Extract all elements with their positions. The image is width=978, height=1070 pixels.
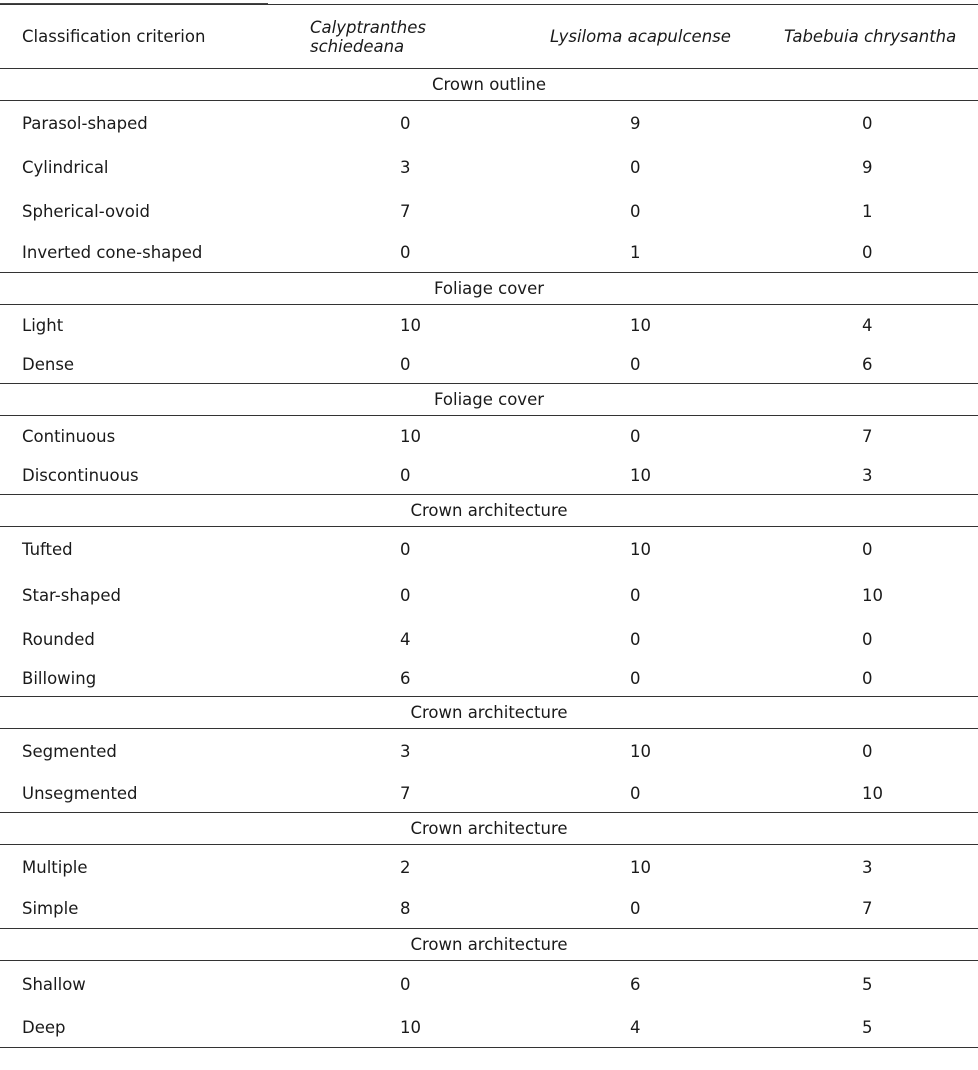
cell-value: 0 bbox=[862, 669, 873, 689]
cell-value: 6 bbox=[630, 974, 641, 994]
table-row bbox=[0, 1008, 978, 1048]
cell-value: 0 bbox=[400, 540, 411, 560]
cell-value: 10 bbox=[630, 465, 651, 485]
section-header bbox=[0, 273, 978, 305]
section-title: Crown architecture bbox=[0, 697, 978, 729]
cell-value: 4 bbox=[518, 1008, 744, 1048]
cell-value: 0 bbox=[862, 630, 873, 649]
row-label: Tufted bbox=[22, 540, 73, 560]
cell-value: 6 bbox=[862, 354, 873, 374]
header-species-1: Calyptranthes schiedeana bbox=[300, 5, 518, 69]
cell-value: 1 bbox=[630, 242, 641, 262]
section-header bbox=[0, 697, 978, 729]
cell-value: 0 bbox=[630, 354, 641, 374]
cell-value: 10 bbox=[630, 540, 651, 560]
cell-value: 0 bbox=[630, 630, 641, 649]
cell-value: 3 bbox=[862, 465, 873, 485]
row-label: Multiple bbox=[22, 857, 88, 877]
table-row bbox=[0, 845, 978, 890]
cell-value: 10 bbox=[630, 742, 651, 762]
table-row bbox=[0, 775, 978, 813]
cell-value: 0 bbox=[400, 242, 411, 262]
cell-value: 3 bbox=[862, 857, 873, 877]
cell-value: 0 bbox=[862, 540, 873, 560]
row-label: Segmented bbox=[22, 742, 117, 762]
table-row bbox=[0, 146, 978, 190]
section-header bbox=[0, 384, 978, 416]
cell-value: 0 bbox=[630, 669, 641, 689]
cell-value: 0 bbox=[400, 465, 411, 485]
cell-value: 7 bbox=[400, 783, 411, 803]
table-row bbox=[0, 233, 978, 273]
row-label: Rounded bbox=[22, 630, 95, 649]
cell-value: 7 bbox=[400, 201, 411, 221]
row-label: Unsegmented bbox=[22, 783, 138, 803]
row-label: Continuous bbox=[22, 426, 116, 446]
row-label: Light bbox=[22, 315, 64, 335]
cell-value: 0 bbox=[630, 585, 641, 605]
row-label: Simple bbox=[22, 899, 79, 919]
cell-value: 1 bbox=[862, 201, 873, 221]
table-row bbox=[0, 662, 978, 697]
row-label: Cylindrical bbox=[22, 158, 109, 177]
cell-value: 0 bbox=[862, 113, 873, 133]
cell-value: 10 bbox=[630, 857, 651, 877]
cell-value: 7 bbox=[862, 899, 873, 919]
section-header bbox=[0, 69, 978, 101]
table-row bbox=[0, 961, 978, 1008]
section-title: Foliage cover bbox=[0, 273, 978, 305]
row-label: Billowing bbox=[22, 669, 97, 689]
cell-value: 0 bbox=[400, 113, 411, 133]
table-row bbox=[0, 346, 978, 384]
cell-value: 0 bbox=[630, 158, 641, 177]
cell-value: 0 bbox=[862, 742, 873, 762]
section-title: Crown architecture bbox=[0, 929, 978, 961]
cell-value: 10 bbox=[630, 315, 651, 335]
row-label: Discontinuous bbox=[22, 465, 139, 485]
row-label: Shallow bbox=[22, 974, 86, 994]
header-species-3: Tabebuia chrysantha bbox=[744, 5, 978, 69]
cell-value: 10 bbox=[400, 426, 421, 446]
table-row bbox=[0, 573, 978, 618]
row-label: Spherical-ovoid bbox=[22, 201, 150, 221]
cell-value: 9 bbox=[630, 113, 641, 133]
table-row bbox=[0, 890, 978, 929]
cell-value: 5 bbox=[744, 1008, 978, 1048]
cell-value: 10 bbox=[862, 585, 883, 605]
table-row bbox=[0, 618, 978, 662]
cell-value: 10 bbox=[862, 783, 883, 803]
cell-value: 10 bbox=[300, 1008, 518, 1048]
cell-value: 4 bbox=[400, 630, 411, 649]
section-title: Crown architecture bbox=[0, 495, 978, 527]
section-header bbox=[0, 929, 978, 961]
cell-value: 0 bbox=[630, 899, 641, 919]
section-title: Crown architecture bbox=[0, 813, 978, 845]
cell-value: 0 bbox=[400, 354, 411, 374]
table-row bbox=[0, 101, 978, 146]
section-header bbox=[0, 813, 978, 845]
header-criterion: Classification criterion bbox=[0, 5, 300, 69]
table-row bbox=[0, 457, 978, 495]
row-label: Dense bbox=[22, 354, 75, 374]
table-row bbox=[0, 416, 978, 457]
cell-value: 0 bbox=[630, 426, 641, 446]
cell-value: 6 bbox=[400, 669, 411, 689]
cell-value: 9 bbox=[862, 158, 873, 177]
section-title: Crown outline bbox=[0, 69, 978, 101]
cell-value: 0 bbox=[630, 783, 641, 803]
row-label: Star-shaped bbox=[22, 585, 121, 605]
section-title: Foliage cover bbox=[0, 384, 978, 416]
cell-value: 10 bbox=[400, 315, 421, 335]
table-row bbox=[0, 190, 978, 233]
cell-value: 8 bbox=[400, 899, 411, 919]
cell-value: 0 bbox=[400, 585, 411, 605]
cell-value: 5 bbox=[862, 974, 873, 994]
classification-table bbox=[0, 4, 978, 1048]
table-row bbox=[0, 527, 978, 573]
section-header bbox=[0, 495, 978, 527]
row-label: Inverted cone-shaped bbox=[22, 242, 203, 262]
header-row bbox=[0, 5, 978, 69]
cell-value: 4 bbox=[862, 315, 873, 335]
cell-value: 0 bbox=[400, 974, 411, 994]
table-row bbox=[0, 305, 978, 346]
cell-value: 3 bbox=[400, 158, 411, 177]
table-row bbox=[0, 729, 978, 775]
row-label: Parasol-shaped bbox=[22, 113, 148, 133]
cell-value: 0 bbox=[630, 201, 641, 221]
row-label: Deep bbox=[0, 1008, 300, 1048]
cell-value: 2 bbox=[400, 857, 411, 877]
cell-value: 0 bbox=[862, 242, 873, 262]
cell-value: 3 bbox=[400, 742, 411, 762]
header-species-2: Lysiloma acapulcense bbox=[518, 5, 744, 69]
cell-value: 7 bbox=[862, 426, 873, 446]
